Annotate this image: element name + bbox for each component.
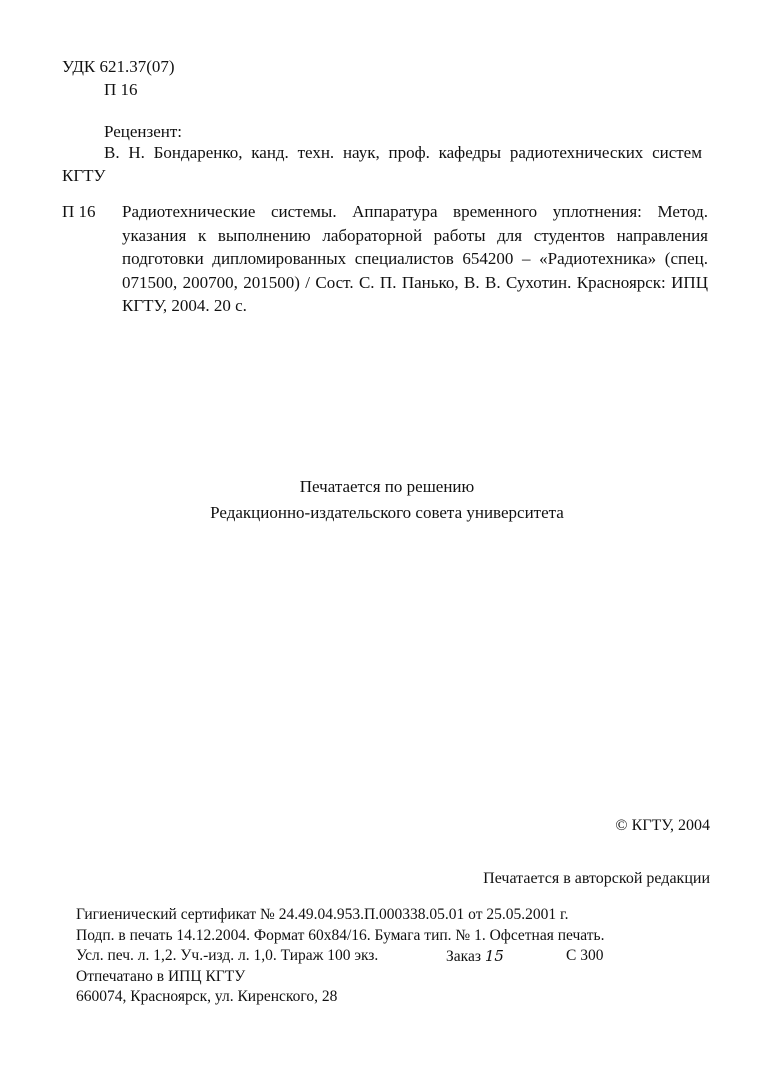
imprint-price: С 300 — [566, 947, 604, 964]
reviewer-text: В. Н. Бондаренко, канд. техн. наук, проф. кафедры радиотехнических систем КГТУ — [62, 143, 702, 185]
imprint-address: 660074, Красноярск, ул. Киренского, 28 — [76, 988, 338, 1005]
imprint-block — [76, 905, 716, 1008]
imprint-volume: Усл. печ. л. 1,2. Уч.-изд. л. 1,0. Тираж 100 экз. — [76, 947, 379, 964]
copyright-notice: © КГТУ, 2004 — [615, 817, 710, 834]
udk-code: УДК 621.37(07) — [62, 57, 175, 76]
imprint-printed-at: Отпечатано в ИПЦ КГТУ — [76, 967, 246, 985]
bibliography-description: Радиотехнические системы. Аппаратура временного уплотнения: Метод. указания к выполнению лабораторной работы для студентов направления подготовки дипломированных специалистов 654200 – «Радиотехника» (спец. 071500, 200700, 201500) / Сост. С. П. Панько, В. В. Сухотин. Красноярск: ИПЦ КГТУ, 2004. 20 с. — [122, 202, 708, 315]
order-label: Заказ — [446, 948, 481, 965]
imprint-volume-row — [76, 946, 716, 967]
reviewer-title: Рецензент: — [104, 122, 183, 141]
bibliography-index: П 16 — [62, 202, 96, 221]
approval-line-2: Редакционно-издательского совета университета — [210, 503, 564, 522]
imprint-print-info: Подп. в печать 14.12.2004. Формат 60х84/16. Бумага тип. № 1. Офсетная печать. — [76, 926, 605, 944]
order-number: 15 — [484, 947, 504, 965]
approval-note — [0, 474, 774, 526]
author-edition-note: Печатается в авторской редакции — [483, 870, 710, 887]
author-index: П 16 — [104, 80, 138, 99]
imprint-certificate: Гигиенический сертификат № 24.49.04.953.П.000338.05.01 от 25.05.2001 г. — [76, 906, 569, 923]
imprint-order — [446, 946, 504, 968]
approval-line-1: Печатается по решению — [299, 477, 475, 496]
